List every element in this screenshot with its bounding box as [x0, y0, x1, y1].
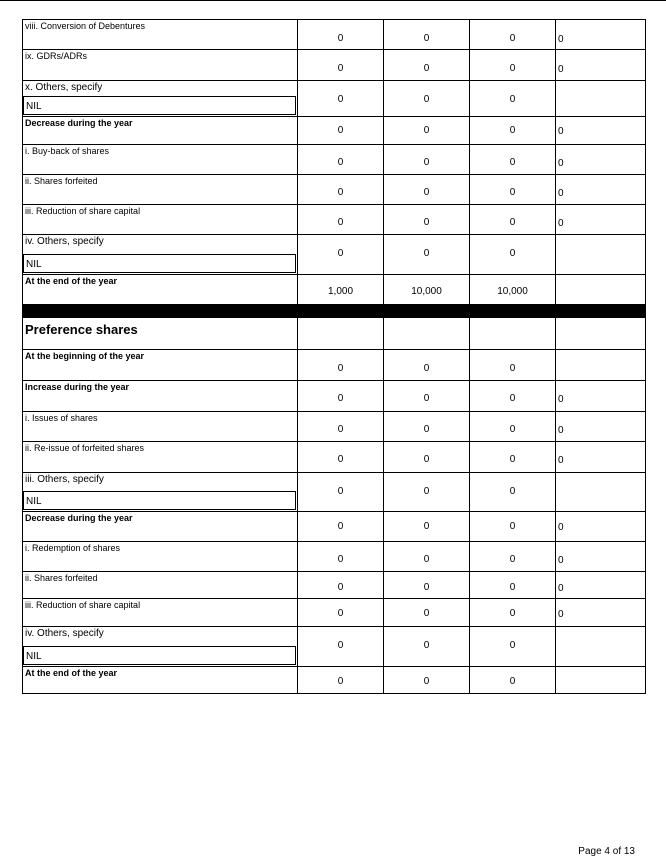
others-specify-label: iv. Others, specify [25, 236, 104, 247]
value-cell [470, 599, 556, 627]
row-label-cell [23, 81, 298, 117]
extra-value-cell [556, 50, 646, 81]
value: 0 [509, 554, 516, 565]
value-cell [470, 20, 556, 50]
row-label: i. Redemption of shares [25, 543, 121, 553]
value-cell [384, 20, 470, 50]
extra-value-cell [556, 81, 646, 117]
value-cell [384, 667, 470, 694]
value-cell [384, 512, 470, 542]
value-cell [470, 81, 556, 117]
row-label: At the end of the year [25, 668, 118, 678]
table-row [23, 20, 646, 50]
value: 0 [337, 486, 344, 497]
value: 0 [337, 187, 344, 198]
row-label: ii. Shares forfeited [25, 176, 98, 186]
value: 0 [423, 393, 430, 404]
value-cell [470, 412, 556, 442]
value-cell [384, 275, 470, 305]
section-divider [23, 305, 646, 318]
value-cell [384, 542, 470, 572]
row-label-cell [23, 412, 298, 442]
value: 0 [509, 248, 516, 259]
value: 0 [509, 640, 516, 651]
section-title: Preference shares [25, 322, 138, 337]
value: 0 [337, 582, 344, 593]
others-specify-label: iii. Others, specify [25, 474, 104, 485]
value-cell [384, 235, 470, 275]
row-label-cell [23, 599, 298, 627]
value-cell [470, 205, 556, 235]
value: 0 [337, 217, 344, 228]
value: 0 [509, 125, 516, 136]
value: 0 [423, 521, 430, 532]
extra-value-cell [556, 275, 646, 305]
extra-value: 0 [558, 522, 564, 533]
value: 0 [509, 363, 516, 374]
value: 0 [509, 63, 516, 74]
table-row [23, 145, 646, 175]
table-row [23, 412, 646, 442]
row-label-cell [23, 50, 298, 81]
value-cell [470, 442, 556, 473]
value: 0 [337, 33, 344, 44]
extra-value: 0 [558, 218, 564, 229]
value: 0 [509, 582, 516, 593]
value: 0 [337, 454, 344, 465]
value: 0 [509, 94, 516, 105]
table-row [23, 50, 646, 81]
value: 0 [337, 521, 344, 532]
value: 0 [337, 554, 344, 565]
value-cell [298, 512, 384, 542]
table-row [23, 235, 646, 275]
value: 0 [509, 187, 516, 198]
value: 0 [509, 608, 516, 619]
extra-value-cell [556, 572, 646, 599]
value: 0 [423, 33, 430, 44]
value-cell [384, 350, 470, 381]
table-row [23, 81, 646, 117]
value-cell [384, 473, 470, 512]
value-cell [298, 20, 384, 50]
row-label-cell [23, 667, 298, 694]
row-label-cell [23, 175, 298, 205]
extra-value-cell [556, 512, 646, 542]
table-row [23, 205, 646, 235]
extra-value: 0 [558, 34, 564, 45]
value-cell [298, 145, 384, 175]
value-cell [384, 572, 470, 599]
section-title-cell [23, 318, 298, 350]
value-cell [384, 50, 470, 81]
row-label-cell [23, 20, 298, 50]
value-cell [384, 81, 470, 117]
value-cell [384, 175, 470, 205]
specify-input[interactable]: NIL [23, 96, 296, 115]
table-row [23, 350, 646, 381]
specify-input[interactable]: NIL [23, 646, 296, 665]
value-cell [384, 117, 470, 145]
value-cell [470, 381, 556, 412]
extra-value-cell [556, 542, 646, 572]
value-cell [298, 175, 384, 205]
row-label-cell [23, 145, 298, 175]
extra-value-cell [556, 412, 646, 442]
value: 0 [337, 608, 344, 619]
extra-value-cell [556, 235, 646, 275]
value: 0 [509, 157, 516, 168]
value-cell [470, 512, 556, 542]
empty-cell [298, 318, 384, 350]
value: 0 [509, 217, 516, 228]
extra-value: 0 [558, 188, 564, 199]
value: 0 [337, 63, 344, 74]
value-cell [384, 442, 470, 473]
value-cell [384, 381, 470, 412]
value-cell [298, 572, 384, 599]
row-label-cell [23, 205, 298, 235]
value: 1,000 [327, 286, 354, 297]
value-cell [298, 81, 384, 117]
value-cell [298, 275, 384, 305]
extra-value: 0 [558, 583, 564, 594]
row-label-cell [23, 275, 298, 305]
extra-value-cell [556, 381, 646, 412]
value: 0 [423, 125, 430, 136]
extra-value: 0 [558, 555, 564, 566]
row-label: iii. Reduction of share capital [25, 600, 141, 610]
value: 0 [423, 94, 430, 105]
value: 0 [423, 363, 430, 374]
row-label-cell [23, 627, 298, 667]
value: 0 [509, 486, 516, 497]
extra-value-cell [556, 20, 646, 50]
row-label: ii. Shares forfeited [25, 573, 98, 583]
value: 0 [337, 424, 344, 435]
table-row [23, 512, 646, 542]
value-cell [298, 412, 384, 442]
extra-value-cell [556, 145, 646, 175]
value-cell [298, 442, 384, 473]
empty-cell [556, 318, 646, 350]
value-cell [298, 542, 384, 572]
extra-value-cell [556, 350, 646, 381]
value-cell [470, 542, 556, 572]
value: 0 [423, 640, 430, 651]
extra-value-cell [556, 667, 646, 694]
extra-value: 0 [558, 455, 564, 466]
table-row [23, 473, 646, 512]
extra-value: 0 [558, 394, 564, 405]
section-header-row [23, 318, 646, 350]
value-cell [470, 572, 556, 599]
others-specify-label: iv. Others, specify [25, 628, 104, 639]
extra-value-cell [556, 627, 646, 667]
page-number: Page 4 of 13 [578, 846, 635, 857]
extra-value: 0 [558, 158, 564, 169]
value: 0 [509, 393, 516, 404]
value-cell [470, 235, 556, 275]
value-cell [298, 235, 384, 275]
row-label: iii. Reduction of share capital [25, 206, 141, 216]
row-label: i. Issues of shares [25, 413, 98, 423]
extra-value: 0 [558, 609, 564, 620]
value-cell [384, 412, 470, 442]
value: 0 [423, 157, 430, 168]
value: 0 [337, 393, 344, 404]
value: 0 [423, 582, 430, 593]
value: 0 [337, 363, 344, 374]
value: 0 [337, 94, 344, 105]
table-row [23, 667, 646, 694]
table-row [23, 175, 646, 205]
value-cell [384, 145, 470, 175]
value-cell [298, 381, 384, 412]
row-label: Increase during the year [25, 382, 130, 392]
top-rule [0, 0, 666, 1]
value-cell [470, 667, 556, 694]
row-label: At the beginning of the year [25, 351, 145, 361]
value-cell [470, 627, 556, 667]
value-cell [298, 599, 384, 627]
value: 0 [509, 521, 516, 532]
value: 0 [423, 217, 430, 228]
row-label-cell [23, 350, 298, 381]
value: 0 [509, 33, 516, 44]
row-label-cell [23, 473, 298, 512]
value-cell [470, 473, 556, 512]
table-row [23, 542, 646, 572]
value: 0 [423, 63, 430, 74]
share-capital-table [22, 19, 646, 694]
value: 0 [423, 608, 430, 619]
table-row [23, 627, 646, 667]
value-cell [384, 627, 470, 667]
value: 0 [423, 454, 430, 465]
extra-value-cell [556, 175, 646, 205]
value: 0 [337, 676, 344, 687]
value: 0 [509, 454, 516, 465]
value: 0 [509, 424, 516, 435]
row-label-cell [23, 512, 298, 542]
value: 0 [423, 676, 430, 687]
value: 0 [337, 248, 344, 259]
row-label: ix. GDRs/ADRs [25, 51, 88, 61]
table-row [23, 117, 646, 145]
value: 0 [423, 424, 430, 435]
value-cell [298, 473, 384, 512]
value-cell [298, 627, 384, 667]
value-cell [298, 117, 384, 145]
row-label: ii. Re-issue of forfeited shares [25, 443, 145, 453]
table-row [23, 442, 646, 473]
value-cell [470, 145, 556, 175]
table-row [23, 275, 646, 305]
empty-cell [470, 318, 556, 350]
row-label-cell [23, 381, 298, 412]
extra-value: 0 [558, 425, 564, 436]
value-cell [384, 599, 470, 627]
value-cell [384, 205, 470, 235]
table-row [23, 599, 646, 627]
value-cell [298, 50, 384, 81]
row-label-cell [23, 572, 298, 599]
specify-input[interactable]: NIL [23, 491, 296, 510]
row-label-cell [23, 235, 298, 275]
value-cell [298, 667, 384, 694]
value: 10,000 [497, 286, 528, 297]
value-cell [298, 205, 384, 235]
row-label: Decrease during the year [25, 513, 133, 523]
extra-value: 0 [558, 64, 564, 75]
extra-value-cell [556, 117, 646, 145]
value: 0 [423, 248, 430, 259]
value: 0 [509, 676, 516, 687]
table-row [23, 572, 646, 599]
others-specify-label: x. Others, specify [25, 82, 103, 93]
value-cell [470, 275, 556, 305]
empty-cell [384, 318, 470, 350]
value: 0 [337, 157, 344, 168]
row-label-cell [23, 542, 298, 572]
extra-value-cell [556, 473, 646, 512]
row-label: At the end of the year [25, 276, 118, 286]
value-cell [470, 175, 556, 205]
row-label-cell [23, 442, 298, 473]
extra-value: 0 [558, 126, 564, 137]
value: 0 [423, 486, 430, 497]
value-cell [470, 350, 556, 381]
row-label: Decrease during the year [25, 118, 133, 128]
value-cell [470, 50, 556, 81]
value: 10,000 [411, 286, 442, 297]
table-row [23, 381, 646, 412]
specify-input[interactable]: NIL [23, 254, 296, 273]
value-cell [298, 350, 384, 381]
value: 0 [337, 640, 344, 651]
row-label: viii. Conversion of Debentures [25, 21, 146, 31]
value: 0 [337, 125, 344, 136]
value: 0 [423, 554, 430, 565]
extra-value-cell [556, 442, 646, 473]
extra-value-cell [556, 599, 646, 627]
value-cell [470, 117, 556, 145]
row-label: i. Buy-back of shares [25, 146, 110, 156]
value: 0 [423, 187, 430, 198]
extra-value-cell [556, 205, 646, 235]
row-label-cell [23, 117, 298, 145]
